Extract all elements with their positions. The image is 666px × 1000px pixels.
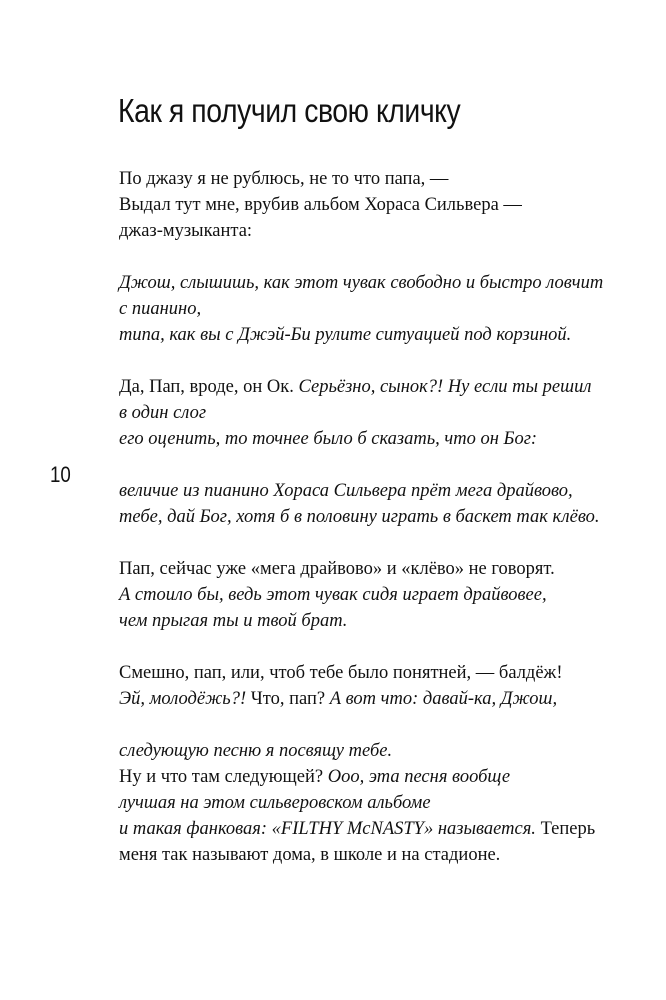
- poem-text: Ну и что там следующей?: [119, 767, 328, 787]
- poem-line: [119, 270, 619, 296]
- poem-line: [119, 426, 619, 452]
- poem-line: [119, 686, 619, 712]
- poem-text-italic: следующую песню я посвящу тебе.: [119, 741, 393, 761]
- poem-line: [119, 582, 619, 608]
- poem-text-italic: в один слог: [119, 403, 207, 423]
- poem-text: По джазу я не рублюсь, не то что папа, —: [119, 169, 449, 189]
- chapter-title: Как я получил свою кличку: [118, 92, 461, 129]
- poem-text-italic: Ооо, эта песня вообще: [327, 767, 511, 787]
- stanza-gap: [119, 634, 619, 660]
- poem-text-italic: Джош, слышишь, как этот чувак свободно и быстро ловчит: [119, 273, 604, 293]
- stanza-gap: [119, 712, 619, 738]
- poem-text-italic: А вот что: давай-ка, Джош,: [329, 689, 558, 709]
- poem-line: [119, 608, 619, 634]
- poem-text-italic: его оценить, то точнее было б сказать, что он Бог:: [119, 429, 538, 449]
- stanza-gap: [119, 452, 619, 478]
- poem-text: Смешно, пап, или, чтоб тебе было понятней, — балдёж!: [119, 663, 563, 683]
- poem-text: меня так называют дома, в школе и на стадионе.: [119, 845, 501, 865]
- poem-line: [119, 764, 619, 790]
- poem-text: Выдал тут мне, врубив альбом Хораса Сильвера —: [119, 195, 522, 215]
- poem-text-italic: А стоило бы, ведь этот чувак сидя играет драйвовее,: [119, 585, 547, 605]
- poem-text-italic: Эй, молодёжь?!: [119, 689, 251, 709]
- poem-text-italic: Серьёзно, сынок?! Ну если ты решил: [298, 377, 592, 397]
- poem-line: [119, 374, 619, 400]
- poem-line: [119, 660, 619, 686]
- poem-line: [119, 816, 619, 842]
- poem-text: Теперь: [535, 819, 596, 839]
- poem-text-italic: тебе, дай Бог, хотя б в половину играть в баскет так клёво.: [119, 507, 600, 527]
- poem-text-italic: лучшая на этом сильверовском альбоме: [119, 793, 431, 813]
- poem-line: [119, 218, 619, 244]
- stanza-gap: [119, 348, 619, 374]
- poem-text-italic: типа, как вы с Джэй-Би рулите ситуацией под корзиной.: [119, 325, 572, 345]
- poem-line: [119, 166, 619, 192]
- stanza-gap: [119, 244, 619, 270]
- poem-text-italic: величие из пианино Хораса Сильвера прёт мега драйвово,: [119, 481, 573, 501]
- poem-line: [119, 504, 619, 530]
- poem-text: Да, Пап, вроде, он Ок.: [119, 377, 299, 397]
- poem-line: [119, 322, 619, 348]
- poem-line: [119, 842, 619, 868]
- stanza-gap: [119, 530, 619, 556]
- poem-text: Пап, сейчас уже «мега драйвово» и «клёво» не говорят.: [119, 559, 555, 579]
- poem-text: Что, пап?: [250, 689, 330, 709]
- poem-line: [119, 790, 619, 816]
- poem-line: [119, 478, 619, 504]
- poem-body: [119, 166, 619, 868]
- poem-text: джаз-музыканта:: [119, 221, 253, 241]
- poem-line: [119, 192, 619, 218]
- poem-text-italic: с пианино,: [119, 299, 202, 319]
- poem-line: [119, 556, 619, 582]
- poem-line: [119, 400, 619, 426]
- poem-line: [119, 296, 619, 322]
- poem-line: [119, 738, 619, 764]
- page-number: 10: [50, 462, 71, 487]
- poem-text-italic: чем прыгая ты и твой брат.: [119, 611, 348, 631]
- poem-text-italic: и такая фанковая: «FILTHY McNASTY» называется.: [119, 819, 536, 839]
